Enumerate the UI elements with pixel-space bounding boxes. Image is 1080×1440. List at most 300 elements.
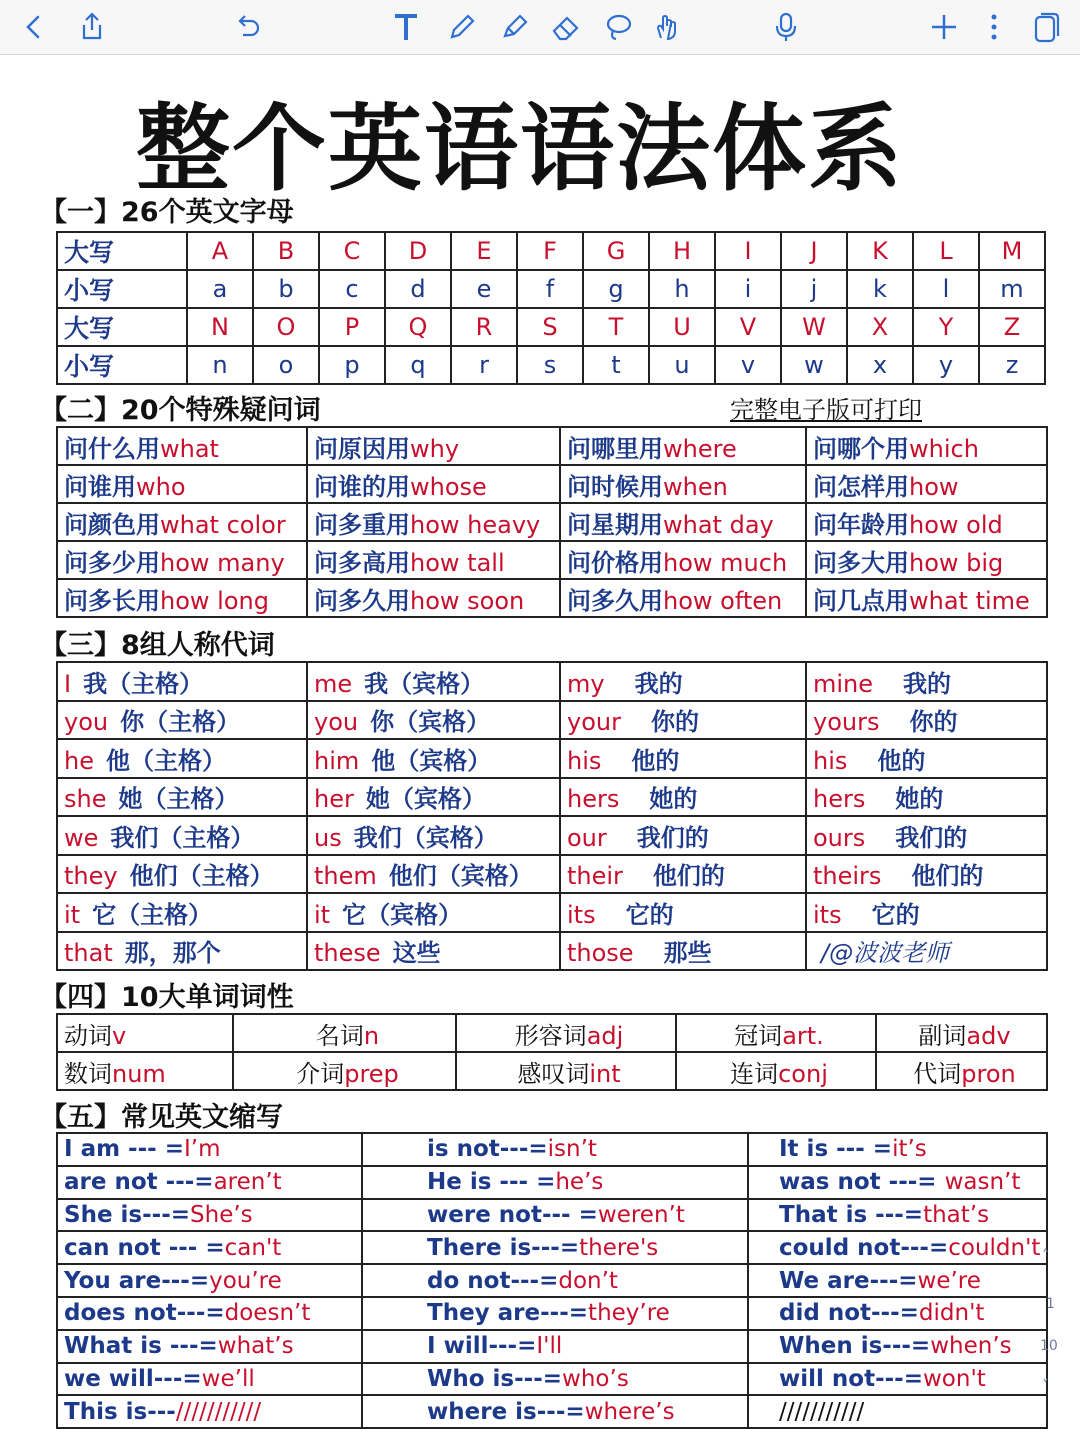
question-cn: 问星期用 — [567, 510, 663, 539]
abbreviation-full: was not ---= — [779, 1169, 945, 1196]
alphabet-letter: O — [253, 308, 319, 346]
pronoun-cn: 我们（宾格） — [353, 823, 498, 852]
pos-cn: 动词 — [64, 1021, 112, 1050]
pronoun-cell — [307, 739, 560, 778]
pos-cn: 冠词 — [734, 1021, 783, 1050]
abbreviation-short: can't — [224, 1234, 282, 1261]
alphabet-letter: D — [385, 232, 451, 270]
pronoun-cn: 她的 — [649, 785, 698, 814]
abbreviation-short: doesn’t — [224, 1300, 311, 1327]
alphabet-letter: I — [715, 232, 781, 270]
alphabet-letter: y — [913, 346, 979, 384]
pronoun-cell — [307, 662, 560, 701]
pronoun-cn: 他的 — [877, 746, 926, 775]
question-cn: 问多久用 — [314, 586, 410, 615]
pos-en: int — [589, 1059, 621, 1088]
question-cell — [57, 579, 307, 617]
alphabet-letter: v — [715, 346, 781, 384]
pronoun-cell — [560, 778, 806, 817]
pronoun-row — [57, 701, 1047, 740]
pronoun-cell — [806, 739, 1047, 778]
abbreviation-full: will not---= — [779, 1365, 923, 1392]
scroll-total-pages: 10 — [1040, 1338, 1058, 1354]
pronoun-cn: 她的 — [895, 785, 944, 814]
abbreviation-short: what’s — [217, 1333, 294, 1360]
pronoun-cn: 她（主格） — [118, 785, 239, 814]
abbreviation-short: weren’t — [597, 1201, 685, 1228]
abbreviation-row — [57, 1330, 1047, 1363]
pronoun-row — [57, 893, 1047, 932]
pos-en: adj — [586, 1021, 624, 1050]
alphabet-letter: b — [253, 270, 319, 308]
abbreviation-full: are not ---= — [64, 1169, 214, 1196]
abbreviation-cell — [362, 1363, 748, 1396]
abbreviation-cell — [57, 1330, 362, 1363]
abbreviation-full: can not --- = — [64, 1234, 225, 1261]
pronoun-cn: 他们的 — [911, 862, 984, 891]
abbreviation-short: we’re — [917, 1267, 981, 1294]
question-cell — [307, 541, 560, 579]
pronoun-en: yours — [813, 708, 880, 737]
pos-en: v — [112, 1021, 127, 1050]
question-cell — [307, 503, 560, 541]
pronoun-en: it — [314, 900, 331, 929]
pronoun-cell — [57, 816, 307, 855]
pronoun-cn: 它（主格） — [92, 900, 213, 929]
note-page[interactable] — [0, 55, 1080, 1440]
pronoun-cn: /@波波老师 — [821, 939, 950, 968]
pronouns-table — [56, 661, 1048, 971]
question-cell — [806, 503, 1047, 541]
pos-en: n — [363, 1021, 380, 1050]
pos-cell — [876, 1014, 1047, 1052]
abbreviation-cell — [362, 1166, 748, 1199]
section-pronouns-heading: 【三】8组人称代词 — [40, 630, 275, 661]
question-en: what time — [909, 586, 1030, 615]
alphabet-letter: J — [781, 232, 847, 270]
question-row — [57, 541, 1047, 579]
question-cell — [307, 579, 560, 617]
alphabet-letter: q — [385, 346, 451, 384]
abbreviation-row — [57, 1395, 1047, 1428]
abbreviation-cell — [362, 1231, 748, 1264]
question-cn: 问年龄用 — [813, 510, 909, 539]
pronoun-en: you — [64, 708, 109, 737]
abbreviation-full: She is---= — [64, 1201, 191, 1228]
more-icon[interactable] — [976, 9, 1012, 45]
pronoun-en: she — [64, 785, 107, 814]
pronoun-cn: 我们的 — [895, 823, 968, 852]
question-cn: 问时候用 — [567, 472, 663, 501]
abbreviation-short: when’s — [930, 1333, 1012, 1360]
alphabet-letter: Y — [913, 308, 979, 346]
alphabet-letter: T — [583, 308, 649, 346]
abbreviation-short: he’s — [555, 1169, 604, 1196]
highlighter-icon[interactable] — [496, 9, 532, 45]
pronoun-en: mine — [813, 669, 874, 698]
question-cn: 问谁的用 — [314, 472, 410, 501]
question-cn: 问多久用 — [567, 586, 663, 615]
pronoun-en: you — [314, 708, 359, 737]
question-en: who — [136, 472, 186, 501]
pen-icon[interactable] — [444, 9, 480, 45]
pronoun-cn: 我（主格） — [83, 669, 204, 698]
pronoun-cell — [307, 855, 560, 894]
question-cn: 问几点用 — [813, 586, 909, 615]
question-row — [57, 427, 1047, 465]
question-cn: 问多少用 — [64, 548, 160, 577]
pronoun-en: him — [314, 746, 360, 775]
question-cell — [57, 541, 307, 579]
abbreviation-full: I am --- = — [64, 1136, 184, 1163]
question-en: how — [909, 472, 959, 501]
question-en: whose — [410, 472, 487, 501]
abbreviation-short: that’s — [923, 1201, 990, 1228]
pronoun-en: our — [567, 823, 607, 852]
pronoun-cn: 他（主格） — [105, 746, 226, 775]
pronoun-cell — [307, 778, 560, 817]
undo-icon[interactable] — [230, 9, 266, 45]
pronoun-en: me — [314, 669, 353, 698]
abbreviation-short: isn’t — [547, 1136, 597, 1163]
pos-cell — [456, 1014, 676, 1052]
question-en: when — [663, 472, 728, 501]
pronoun-cn: 你的 — [909, 708, 958, 737]
pos-cell — [57, 1052, 233, 1090]
abbreviation-full: This is--- — [64, 1398, 176, 1425]
share-icon[interactable] — [74, 9, 110, 45]
abbreviation-full: He is --- = — [427, 1169, 556, 1196]
pronoun-cell — [307, 893, 560, 932]
abbreviation-cell — [57, 1133, 362, 1166]
alphabet-letter: u — [649, 346, 715, 384]
alphabet-letter: l — [913, 270, 979, 308]
alphabet-letter: x — [847, 346, 913, 384]
pos-cn: 数词 — [64, 1059, 112, 1088]
question-en: how long — [160, 586, 269, 615]
abbreviation-cell — [748, 1264, 1047, 1297]
alphabet-letter: G — [583, 232, 649, 270]
abbreviation-cell — [748, 1395, 1047, 1428]
pronoun-cn: 你（主格） — [120, 708, 241, 737]
pronoun-cell — [57, 739, 307, 778]
abbreviation-full: That is ---= — [779, 1201, 924, 1228]
pronoun-cell — [560, 932, 806, 971]
pronoun-row — [57, 739, 1047, 778]
alphabet-letter: S — [517, 308, 583, 346]
question-cell — [307, 427, 560, 465]
pronoun-en: that — [64, 939, 113, 968]
pronoun-cn: 他们（主格） — [129, 862, 274, 891]
question-cn: 问多高用 — [314, 548, 410, 577]
pronoun-en: these — [314, 939, 381, 968]
pronoun-row — [57, 662, 1047, 701]
pronoun-cn: 他们（宾格） — [388, 862, 533, 891]
abbreviation-full: When is---= — [779, 1333, 931, 1360]
abbreviation-cell — [362, 1330, 748, 1363]
abbreviation-full: where is---= — [427, 1398, 585, 1425]
pronoun-en: we — [64, 823, 99, 852]
abbreviation-cell — [57, 1264, 362, 1297]
abbreviation-short: /////////// — [175, 1398, 262, 1425]
abbreviation-short: She’s — [190, 1201, 253, 1228]
section-pos-heading: 【四】10大单词词性 — [40, 982, 294, 1013]
pos-cell — [57, 1014, 233, 1052]
pos-en: art. — [782, 1021, 824, 1050]
abbreviation-short: who’s — [562, 1365, 629, 1392]
pronoun-cn: 它（宾格） — [342, 900, 463, 929]
alphabet-letter: a — [187, 270, 253, 308]
abbreviation-cell — [362, 1297, 748, 1330]
question-cn: 问怎样用 — [813, 472, 909, 501]
pronoun-en: ours — [813, 823, 866, 852]
abbreviation-cell — [748, 1363, 1047, 1396]
pronoun-en: us — [314, 823, 342, 852]
question-en: where — [663, 434, 737, 463]
pronoun-cn: 你（宾格） — [370, 708, 491, 737]
abbreviation-cell — [748, 1231, 1047, 1264]
question-cn: 问哪里用 — [567, 434, 663, 463]
pronoun-en: his — [567, 746, 602, 775]
pos-en: pron — [961, 1059, 1016, 1088]
pronoun-cell — [806, 816, 1047, 855]
pronoun-cell — [560, 816, 806, 855]
microphone-icon[interactable] — [768, 9, 804, 45]
question-en: how heavy — [410, 510, 541, 539]
pos-cell — [676, 1052, 876, 1090]
pronoun-en: they — [64, 862, 118, 891]
abbreviation-full: we will---= — [64, 1365, 202, 1392]
pages-icon[interactable] — [1028, 9, 1064, 45]
abbreviation-cell — [748, 1166, 1047, 1199]
question-cell — [57, 503, 307, 541]
pronoun-en: it — [64, 900, 81, 929]
alphabet-letter: z — [979, 346, 1045, 384]
alphabet-letter: k — [847, 270, 913, 308]
pronoun-cell — [57, 701, 307, 740]
pronoun-row — [57, 932, 1047, 971]
abbreviation-short: where’s — [584, 1398, 675, 1425]
pronoun-cell — [560, 893, 806, 932]
question-en: what — [160, 434, 219, 463]
question-cell — [806, 541, 1047, 579]
alphabet-row-label: 小写 — [57, 270, 187, 308]
pronoun-en: their — [567, 862, 623, 891]
question-cell — [806, 579, 1047, 617]
pos-en: num — [112, 1059, 166, 1088]
question-cn: 问原因用 — [314, 434, 410, 463]
abbreviation-row — [57, 1264, 1047, 1297]
abbreviation-full: They are---= — [427, 1300, 589, 1327]
alphabet-letter: M — [979, 232, 1045, 270]
question-words-table — [56, 426, 1048, 618]
abbreviation-row — [57, 1166, 1047, 1199]
pronoun-cell — [57, 932, 307, 971]
section-questions-heading: 【二】20个特殊疑问词 — [40, 395, 321, 426]
alphabet-row — [57, 270, 1045, 308]
pronoun-cn: 我的 — [903, 669, 952, 698]
pronoun-en: hers — [813, 785, 866, 814]
scroll-down-chevron-icon[interactable]: ˅ — [1042, 1378, 1049, 1394]
pronoun-cn: 它的 — [871, 900, 920, 929]
hand-icon[interactable] — [650, 9, 686, 45]
alphabet-letter: F — [517, 232, 583, 270]
lasso-icon[interactable] — [600, 9, 636, 45]
alphabet-letter: r — [451, 346, 517, 384]
abbreviation-row — [57, 1231, 1047, 1264]
alphabet-letter: E — [451, 232, 517, 270]
back-icon[interactable] — [16, 9, 52, 45]
pronoun-en: its — [567, 900, 596, 929]
alphabet-letter: A — [187, 232, 253, 270]
toolbar — [0, 0, 1080, 55]
pronoun-cell — [57, 855, 307, 894]
abbreviation-cell — [362, 1199, 748, 1232]
pos-cell — [233, 1014, 456, 1052]
abbreviation-short: wasn’t — [944, 1169, 1021, 1196]
abbreviation-cell — [362, 1395, 748, 1428]
alphabet-row — [57, 232, 1045, 270]
add-icon[interactable] — [926, 9, 962, 45]
pronoun-cell — [560, 855, 806, 894]
pos-cn: 连词 — [730, 1059, 779, 1088]
alphabet-letter: g — [583, 270, 649, 308]
question-cn: 问什么用 — [64, 434, 160, 463]
question-cell — [57, 465, 307, 503]
pronoun-cell — [57, 778, 307, 817]
question-row — [57, 579, 1047, 617]
abbreviation-short: didn't — [918, 1300, 985, 1327]
pronoun-row — [57, 816, 1047, 855]
pronoun-cn: 那，那个 — [124, 939, 221, 968]
pronoun-cell — [806, 932, 1047, 971]
pronoun-cn: 那些 — [663, 939, 712, 968]
abbreviation-short: it’s — [892, 1136, 927, 1163]
question-cn: 问多长用 — [64, 586, 160, 615]
pos-row — [57, 1052, 1047, 1090]
abbreviation-cell — [57, 1199, 362, 1232]
abbreviation-short: there's — [579, 1234, 659, 1261]
question-row — [57, 465, 1047, 503]
question-cell — [806, 465, 1047, 503]
alphabet-letter: Q — [385, 308, 451, 346]
question-en: what day — [663, 510, 774, 539]
abbreviation-short: I'll — [536, 1333, 563, 1360]
abbreviations-table — [56, 1132, 1048, 1429]
pos-cn: 副词 — [918, 1021, 967, 1050]
pos-cell — [456, 1052, 676, 1090]
question-en: how tall — [410, 548, 505, 577]
question-cn: 问哪个用 — [813, 434, 909, 463]
question-cn: 问多大用 — [813, 548, 909, 577]
alphabet-letter: H — [649, 232, 715, 270]
question-cell — [560, 427, 806, 465]
section-abbr-heading: 【五】常见英文缩写 — [40, 1102, 283, 1133]
pronoun-en: my — [567, 669, 605, 698]
pronoun-cn: 我的 — [634, 669, 683, 698]
alphabet-letter: j — [781, 270, 847, 308]
question-cell — [560, 465, 806, 503]
question-cell — [806, 427, 1047, 465]
alphabet-row-label: 大写 — [57, 308, 187, 346]
abbreviation-full: is not---= — [427, 1136, 548, 1163]
pronoun-en: those — [567, 939, 634, 968]
question-en: how soon — [410, 586, 525, 615]
abbreviation-short: don’t — [558, 1267, 618, 1294]
pronoun-en: its — [813, 900, 842, 929]
pronoun-en: hers — [567, 785, 620, 814]
question-en: why — [410, 434, 460, 463]
pos-en: adv — [966, 1021, 1011, 1050]
pos-cell — [233, 1052, 456, 1090]
abbreviation-full: We are---= — [779, 1267, 918, 1294]
pronoun-en: your — [567, 708, 621, 737]
pronoun-cell — [57, 662, 307, 701]
pos-cn: 介词 — [296, 1059, 345, 1088]
question-cell — [57, 427, 307, 465]
pronoun-cn: 他们的 — [652, 862, 725, 891]
abbreviation-full: were not--- = — [427, 1201, 598, 1228]
pronoun-en: them — [314, 862, 377, 891]
abbreviation-cell — [57, 1363, 362, 1396]
pos-cn: 形容词 — [514, 1021, 587, 1050]
pos-cell — [876, 1052, 1047, 1090]
print-version-link[interactable]: 完整电子版可打印 — [730, 396, 922, 424]
pronoun-cn: 他（宾格） — [371, 746, 492, 775]
alphabet-letter: t — [583, 346, 649, 384]
question-cell — [560, 503, 806, 541]
pronoun-cell — [560, 739, 806, 778]
abbreviation-full: could not---= — [779, 1234, 949, 1261]
pronoun-cn: 它的 — [625, 900, 674, 929]
alphabet-letter: N — [187, 308, 253, 346]
page-scroll-indicator[interactable] — [1040, 1248, 1060, 1398]
question-cell — [560, 541, 806, 579]
pronoun-cn: 这些 — [392, 939, 441, 968]
scroll-up-chevron-icon[interactable]: ˄ — [1042, 1248, 1049, 1264]
alphabet-letter: d — [385, 270, 451, 308]
abbreviation-short: couldn't — [948, 1234, 1041, 1261]
text-tool-icon[interactable] — [388, 9, 424, 45]
alphabet-letter: C — [319, 232, 385, 270]
alphabet-letter: s — [517, 346, 583, 384]
alphabet-letter: h — [649, 270, 715, 308]
abbreviation-cell — [748, 1133, 1047, 1166]
pronoun-cn: 我（宾格） — [364, 669, 485, 698]
alphabet-letter: w — [781, 346, 847, 384]
alphabet-letter: L — [913, 232, 979, 270]
pronoun-en: he — [64, 746, 94, 775]
abbreviation-full: It is --- = — [779, 1136, 893, 1163]
pronoun-cell — [560, 701, 806, 740]
pronoun-cell — [806, 855, 1047, 894]
alphabet-letter: R — [451, 308, 517, 346]
alphabet-table — [56, 231, 1046, 385]
pronoun-en: I — [64, 669, 72, 698]
abbreviation-cell — [748, 1330, 1047, 1363]
question-en: which — [909, 434, 979, 463]
abbreviation-cell — [57, 1166, 362, 1199]
pronoun-cell — [57, 893, 307, 932]
abbreviation-cell — [748, 1297, 1047, 1330]
pronoun-cn: 我们（主格） — [110, 823, 255, 852]
question-cell — [307, 465, 560, 503]
abbreviation-short: we’ll — [201, 1365, 255, 1392]
pronoun-cell — [806, 893, 1047, 932]
abbreviation-row — [57, 1363, 1047, 1396]
eraser-icon[interactable] — [548, 9, 584, 45]
pos-en: prep — [344, 1059, 399, 1088]
